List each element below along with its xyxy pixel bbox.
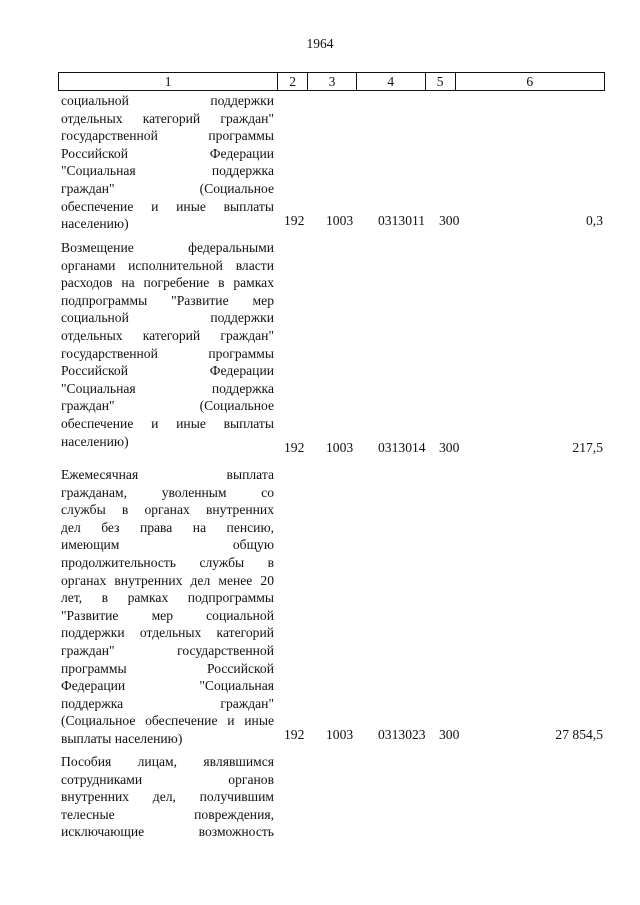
table-header-row [58, 72, 605, 91]
table-body [58, 92, 605, 853]
desc-line: продолжительность службы в [61, 554, 274, 570]
desc-line: органами исполнительной власти [61, 257, 274, 273]
desc-line: Возмещение федеральными [61, 240, 274, 255]
table-row [58, 466, 605, 744]
desc-line: обеспечение и иные выплаты [61, 415, 274, 431]
row-description [61, 753, 274, 841]
cell-amount: 217,5 [572, 440, 603, 455]
desc-line: социальной поддержки [61, 310, 274, 326]
cell-target-code: 0313011 [378, 213, 426, 228]
page-number: 1964 [306, 36, 334, 51]
desc-line: службы в органах внутренних [61, 502, 274, 518]
desc-line: "Развитие мер социальной [61, 607, 274, 623]
desc-line: "Социальная поддержка [61, 163, 274, 179]
desc-line: населению) [61, 216, 129, 232]
cell-amount: 0,3 [586, 213, 603, 228]
desc-line: обеспечение и иные выплаты [61, 198, 274, 214]
desc-line: поддержки отдельных категорий [61, 625, 274, 641]
header-col-1: 1 [59, 73, 278, 90]
cell-section-code: 1003 [326, 727, 354, 742]
row-values [58, 212, 605, 230]
header-col-6: 6 [526, 74, 534, 89]
desc-line: подпрограммы "Развитие мер [61, 292, 274, 308]
desc-line: внутренних дел, получившим [61, 789, 274, 805]
desc-line: "Социальная поддержка [61, 380, 274, 396]
cell-expense-type: 300 [439, 213, 460, 228]
row-description [61, 466, 274, 748]
desc-line: гражданам, уволенным со [61, 484, 274, 500]
desc-line: программы Российской [61, 660, 274, 676]
cell-expense-type: 300 [439, 727, 460, 742]
desc-line: имеющим общую [61, 537, 274, 553]
desc-line: поддержка граждан" [61, 695, 274, 711]
row-values [58, 439, 605, 457]
header-col-3: 3 [308, 73, 357, 90]
desc-line: граждан" государственной [61, 642, 274, 658]
desc-line: органах внутренних дел менее 20 [61, 572, 274, 588]
desc-line: Ежемесячная выплата [61, 467, 274, 482]
desc-line: социальной поддержки [61, 93, 274, 108]
desc-line: расходов на погребение в рамках [61, 275, 274, 291]
header-col-2: 2 [278, 73, 308, 90]
desc-line: отдельных категорий граждан" [61, 110, 274, 126]
desc-line: сотрудниками органов [61, 771, 274, 787]
cell-expense-type: 300 [439, 440, 460, 455]
cell-ministry-code: 192 [284, 213, 305, 228]
desc-line: телесные повреждения, [61, 806, 274, 822]
desc-line: отдельных категорий граждан" [61, 327, 274, 343]
desc-line: населению) [61, 433, 129, 449]
desc-line: Пособия лицам, являвшимся [61, 754, 274, 769]
cell-amount: 27 854,5 [555, 727, 603, 742]
desc-line: государственной программы [61, 128, 274, 144]
desc-line: исключающие возможность [61, 824, 274, 840]
desc-line: государственной программы [61, 345, 274, 361]
cell-target-code: 0313023 [378, 727, 426, 742]
desc-line: (Социальное обеспечение и иные [61, 713, 274, 729]
table-row [58, 239, 605, 457]
row-values [58, 726, 605, 744]
desc-line: граждан" (Социальное [61, 398, 274, 414]
desc-line: выплаты населению) [61, 730, 183, 746]
row-description [61, 239, 274, 450]
desc-line: Российской Федерации [61, 363, 274, 379]
desc-line: дел без права на пенсию, [61, 519, 274, 535]
header-col-5: 5 [426, 73, 456, 90]
desc-line: Российской Федерации [61, 145, 274, 161]
desc-line: Федерации "Социальная [61, 678, 274, 694]
desc-line: лет, в рамках подпрограммы [61, 590, 274, 606]
table-row [58, 753, 605, 853]
cell-target-code: 0313014 [378, 440, 426, 455]
desc-line: граждан" (Социальное [61, 180, 274, 196]
cell-section-code: 1003 [326, 213, 354, 228]
table-row [58, 92, 605, 230]
cell-section-code: 1003 [326, 440, 354, 455]
header-col-4: 4 [357, 73, 426, 90]
cell-ministry-code: 192 [284, 440, 305, 455]
cell-ministry-code: 192 [284, 727, 305, 742]
